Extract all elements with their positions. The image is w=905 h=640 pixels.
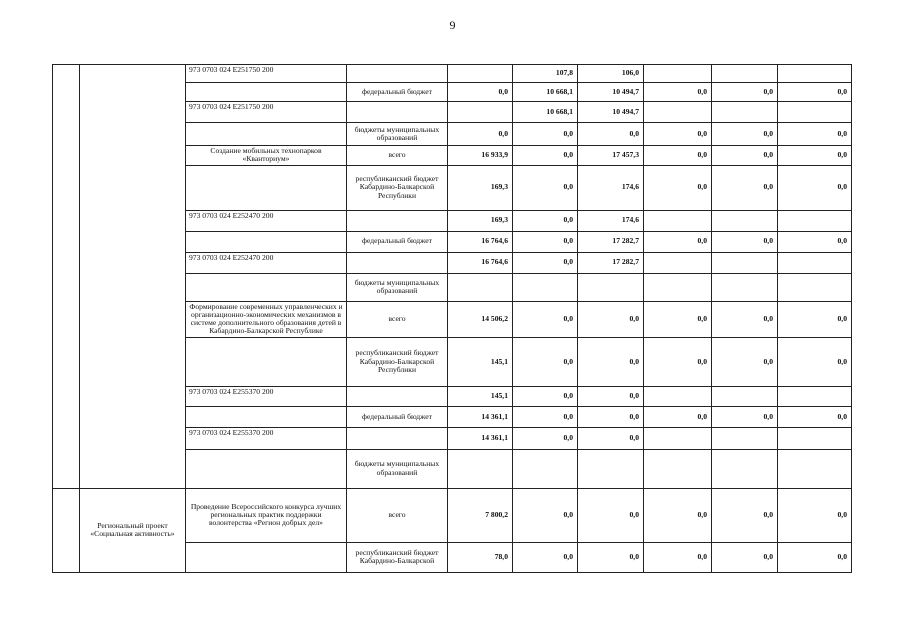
amount-cell (712, 386, 778, 406)
budget-code-cell (186, 449, 347, 488)
amount-cell: 0,0 (578, 427, 644, 449)
budget-code-cell (186, 123, 347, 146)
amount-cell: 14 361,1 (448, 406, 513, 427)
amount-cell: 0,0 (712, 337, 778, 386)
blank-column-a (53, 65, 80, 489)
amount-cell (448, 449, 513, 488)
amount-cell: 0,0 (644, 337, 712, 386)
amount-cell (644, 65, 712, 83)
amount-cell: 16 764,6 (448, 231, 513, 252)
amount-cell (712, 210, 778, 231)
funding-source-cell: бюджеты муниципальных образований (347, 273, 448, 301)
amount-cell: 0,0 (644, 301, 712, 337)
amount-cell: 107,8 (513, 65, 578, 83)
budget-code-cell (186, 83, 347, 102)
table-row (53, 488, 852, 542)
funding-source-cell (347, 427, 448, 449)
amount-cell: 0,0 (448, 83, 513, 102)
amount-cell: 0,0 (644, 406, 712, 427)
amount-cell: 0,0 (513, 252, 578, 273)
amount-cell (712, 252, 778, 273)
amount-cell: 0,0 (578, 488, 644, 542)
amount-cell (712, 273, 778, 301)
budget-code-cell (186, 542, 347, 572)
funding-source-cell: всего (347, 488, 448, 542)
funding-source-cell: бюджеты муниципальных образований (347, 123, 448, 146)
amount-cell: 0,0 (578, 406, 644, 427)
amount-cell: 0,0 (513, 337, 578, 386)
amount-cell: 0,0 (448, 123, 513, 146)
amount-cell: 16 764,6 (448, 252, 513, 273)
amount-cell: 0,0 (778, 146, 852, 166)
amount-cell: 145,1 (448, 337, 513, 386)
amount-cell: 0,0 (644, 488, 712, 542)
amount-cell: 145,1 (448, 386, 513, 406)
funding-source-cell: всего (347, 301, 448, 337)
amount-cell (644, 386, 712, 406)
amount-cell: 17 282,7 (578, 231, 644, 252)
amount-cell: 0,0 (644, 542, 712, 572)
amount-cell: 0,0 (644, 165, 712, 210)
amount-cell (448, 65, 513, 83)
amount-cell: 10 494,7 (578, 102, 644, 123)
amount-cell: 0,0 (712, 123, 778, 146)
amount-cell: 0,0 (778, 542, 852, 572)
amount-cell: 16 933,9 (448, 146, 513, 166)
budget-code-cell: 973 0703 024 E251750 200 (186, 102, 347, 123)
amount-cell: 0,0 (513, 301, 578, 337)
amount-cell: 0,0 (712, 146, 778, 166)
amount-cell: 0,0 (712, 231, 778, 252)
amount-cell: 10 668,1 (513, 102, 578, 123)
budget-code-cell (186, 337, 347, 386)
amount-cell (644, 102, 712, 123)
budget-code-cell (186, 165, 347, 210)
blank-column-b (80, 65, 186, 489)
amount-cell: 7 800,2 (448, 488, 513, 542)
amount-cell (778, 273, 852, 301)
budget-table (52, 64, 852, 573)
amount-cell (644, 210, 712, 231)
amount-cell: 169,3 (448, 210, 513, 231)
funding-source-cell: республиканский бюджет Кабардино-Балкарской (347, 542, 448, 572)
funding-source-cell: всего (347, 146, 448, 166)
funding-source-cell (347, 210, 448, 231)
amount-cell (513, 449, 578, 488)
funding-source-cell: республиканский бюджет Кабардино-Балкарской Республики (347, 165, 448, 210)
blank-column-a (53, 488, 80, 572)
amount-cell: 0,0 (644, 231, 712, 252)
amount-cell (778, 386, 852, 406)
funding-source-cell: федеральный бюджет (347, 83, 448, 102)
amount-cell (578, 449, 644, 488)
amount-cell: 0,0 (513, 386, 578, 406)
amount-cell (448, 102, 513, 123)
amount-cell (778, 252, 852, 273)
amount-cell: 0,0 (644, 123, 712, 146)
amount-cell: 0,0 (778, 337, 852, 386)
amount-cell (644, 273, 712, 301)
amount-cell: 174,6 (578, 165, 644, 210)
amount-cell: 106,0 (578, 65, 644, 83)
amount-cell: 0,0 (712, 165, 778, 210)
budget-code-cell (186, 406, 347, 427)
budget-code-cell: 973 0703 024 E252470 200 (186, 252, 347, 273)
amount-cell: 0,0 (712, 542, 778, 572)
amount-cell: 0,0 (578, 123, 644, 146)
amount-cell (448, 273, 513, 301)
amount-cell: 0,0 (578, 301, 644, 337)
amount-cell (778, 210, 852, 231)
amount-cell (578, 273, 644, 301)
amount-cell: 0,0 (712, 301, 778, 337)
amount-cell: 0,0 (513, 123, 578, 146)
amount-cell: 0,0 (644, 83, 712, 102)
amount-cell (778, 65, 852, 83)
amount-cell (712, 449, 778, 488)
amount-cell: 0,0 (778, 406, 852, 427)
amount-cell: 0,0 (513, 542, 578, 572)
amount-cell: 10 494,7 (578, 83, 644, 102)
amount-cell: 0,0 (578, 337, 644, 386)
regional-project-cell: Региональный проект «Социальная активность» (80, 488, 186, 572)
page-number: 9 (449, 18, 456, 32)
amount-cell: 0,0 (513, 210, 578, 231)
budget-code-cell (186, 273, 347, 301)
budget-code-cell: 973 0703 024 E255370 200 (186, 386, 347, 406)
amount-cell: 0,0 (778, 231, 852, 252)
amount-cell (644, 427, 712, 449)
amount-cell: 0,0 (578, 386, 644, 406)
amount-cell: 0,0 (778, 165, 852, 210)
amount-cell: 169,3 (448, 165, 513, 210)
amount-cell: 0,0 (778, 83, 852, 102)
amount-cell (778, 427, 852, 449)
amount-cell: 0,0 (513, 146, 578, 166)
amount-cell: 10 668,1 (513, 83, 578, 102)
amount-cell (644, 252, 712, 273)
funding-source-cell: республиканский бюджет Кабардино-Балкарской Республики (347, 337, 448, 386)
amount-cell: 17 282,7 (578, 252, 644, 273)
amount-cell: 14 361,1 (448, 427, 513, 449)
amount-cell (778, 449, 852, 488)
amount-cell: 0,0 (778, 301, 852, 337)
amount-cell: 0,0 (513, 427, 578, 449)
budget-code-cell: 973 0703 024 E255370 200 (186, 427, 347, 449)
funding-source-cell (347, 102, 448, 123)
amount-cell: 0,0 (712, 488, 778, 542)
budget-code-cell: 973 0703 024 E251750 200 (186, 65, 347, 83)
amount-cell (778, 102, 852, 123)
amount-cell (712, 427, 778, 449)
amount-cell: 0,0 (778, 488, 852, 542)
budget-code-cell: 973 0703 024 E252470 200 (186, 210, 347, 231)
table-row (53, 65, 852, 83)
amount-cell: 0,0 (644, 146, 712, 166)
funding-source-cell: федеральный бюджет (347, 406, 448, 427)
amount-cell: 0,0 (513, 406, 578, 427)
amount-cell: 0,0 (513, 231, 578, 252)
amount-cell (513, 273, 578, 301)
funding-source-cell: федеральный бюджет (347, 231, 448, 252)
funding-source-cell (347, 65, 448, 83)
budget-code-cell (186, 231, 347, 252)
amount-cell (712, 102, 778, 123)
amount-cell: 0,0 (578, 542, 644, 572)
amount-cell: 78,0 (448, 542, 513, 572)
amount-cell: 17 457,3 (578, 146, 644, 166)
amount-cell: 0,0 (513, 165, 578, 210)
funding-source-cell (347, 252, 448, 273)
amount-cell (644, 449, 712, 488)
amount-cell: 0,0 (513, 488, 578, 542)
funding-source-cell: бюджеты муниципальных образований (347, 449, 448, 488)
amount-cell: 174,6 (578, 210, 644, 231)
amount-cell: 14 506,2 (448, 301, 513, 337)
amount-cell: 0,0 (778, 123, 852, 146)
funding-source-cell (347, 386, 448, 406)
activity-name-cell: Формирование современных управленческих и организационно-экономических механизмов в системе дополнительного образования детей в Кабардино-Балкарской Республике (186, 301, 347, 337)
activity-name-cell: Создание мобильных технопарков «Кванториум» (186, 146, 347, 166)
activity-name-cell: Проведение Всероссийского конкурса лучших региональных практик поддержки волонтерства «Регион добрых дел» (186, 488, 347, 542)
amount-cell: 0,0 (712, 83, 778, 102)
amount-cell: 0,0 (712, 406, 778, 427)
amount-cell (712, 65, 778, 83)
